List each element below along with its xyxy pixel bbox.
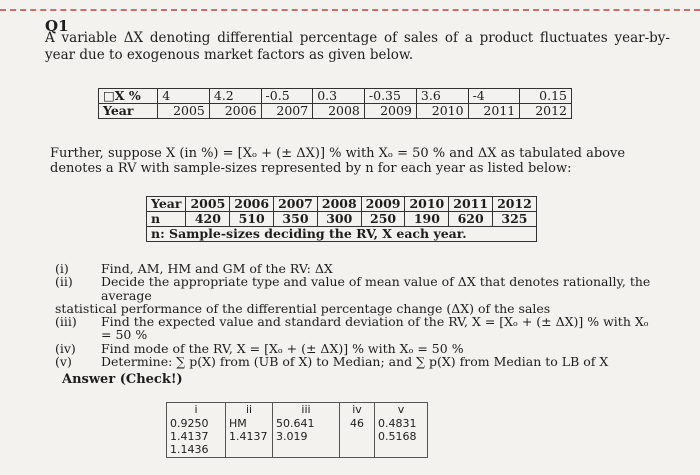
question-intro: A variable ΔX denoting differential percentage of sales of a product fluctuates year-by-year due to exogenous market factors as given below. [45,30,670,63]
answer-title: Answer (Check!) [62,372,183,387]
sample-n-cell: 300 [317,212,361,227]
item-text: Find, AM, HM and GM of the RV: ΔX [101,261,333,276]
delta-x-cell: -0.35 [364,89,416,104]
delta-x-cell: 4 [158,89,210,104]
sample-year-cell: 2007 [274,197,318,212]
answer-header-cell: iv [340,403,375,417]
sample-caption: n: Sample-sizes deciding the RV, X each year. [147,227,537,242]
item-numeral: (ii) [55,274,73,290]
sample-year-cell: 2005 [186,197,230,212]
delta-x-row [99,89,572,104]
year-row [99,104,572,119]
sample-year-cell: 2009 [361,197,405,212]
year-cell: 2005 [158,104,210,119]
delta-x-cell: 0.15 [520,89,572,104]
top-dashed-rule [0,9,700,11]
year-cell: 2008 [313,104,365,119]
delta-x-row-label: □X % [99,89,158,104]
answer-col-iii [273,416,340,458]
answer-value: 0.4831 [378,417,417,430]
answer-value: 1.4137 [170,430,209,443]
sample-n-cell: 190 [405,212,449,227]
sample-n-cell: 325 [493,212,537,227]
year-cell: 2009 [364,104,416,119]
sample-n-cell: 250 [361,212,405,227]
sample-size-table [146,196,537,242]
item-text: Decide the appropriate type and value of mean value of ΔX that denotes rationally, the average [101,274,651,303]
answer-header-cell: iii [273,403,340,417]
answer-value: 3.019 [276,430,308,443]
sample-year-cell: 2008 [317,197,361,212]
item-numeral: (iv) [55,340,76,356]
answer-header-row [167,403,428,417]
delta-x-cell: 3.6 [416,89,468,104]
answer-col-i [167,416,226,458]
answer-col-v [375,416,428,458]
answer-values-row [167,416,428,458]
answer-col-iv [340,416,375,458]
sample-n-cell: 350 [274,212,318,227]
sample-year-cell: 2012 [493,197,537,212]
item-continuation: statistical performance of the differential percentage change (ΔX) of the sales [55,300,551,316]
year-cell: 2006 [209,104,261,119]
sample-year-cell: 2010 [405,197,449,212]
answer-table [166,402,428,458]
answer-value: 1.4137 [229,430,268,443]
further-text: Further, suppose X (in %) = [Xₒ + (± ΔX)] % with Xₒ = 50 % and ΔX as tabulated above denotes a RV with sample-sizes represented by n for each year as listed below: [50,146,626,176]
answer-value: 0.5168 [378,430,417,443]
sample-caption-row [147,227,537,242]
year-cell: 2007 [261,104,313,119]
question-item [55,262,655,275]
item-text: Determine: ∑ p(X) from (UB of X) to Median; and ∑ p(X) from Median to LB of X [101,354,609,370]
year-cell: 2010 [416,104,468,119]
answer-value: 50.641 [276,417,315,430]
answer-header-cell: ii [226,403,273,417]
item-text: Find the expected value and standard deviation of the RV, X = [Xₒ + (± ΔX)] % with Xₒ = 50 % [101,314,649,343]
sample-year-cell: 2011 [449,197,493,212]
answer-header-cell: i [167,403,226,417]
sample-n-cell: 420 [186,212,230,227]
year-row-label: Year [99,104,158,119]
question-items [55,262,655,368]
question-title: Q1 [45,17,69,35]
item-text: Find mode of the RV, X = [Xₒ + (± ΔX)] % with Xₒ = 50 % [101,340,464,356]
year-cell: 2012 [520,104,572,119]
answer-header-cell: v [375,403,428,417]
item-numeral: (iii) [55,314,77,330]
sample-year-cell: 2006 [230,197,274,212]
sample-n-label: n [147,212,186,227]
answer-value: 0.9250 [170,417,209,430]
delta-x-cell: 0.3 [313,89,365,104]
delta-x-cell: 4.2 [209,89,261,104]
answer-value: 46 [350,417,364,430]
sample-n-cell: 620 [449,212,493,227]
year-cell: 2011 [468,104,520,119]
question-item [55,315,655,342]
item-numeral: (v) [55,354,72,370]
question-item [55,342,655,355]
delta-x-cell: -0.5 [261,89,313,104]
answer-value: HM [229,417,247,430]
question-item [55,355,655,368]
sample-year-label: Year [147,197,186,212]
answer-value: 1.1436 [170,443,209,456]
question-item [55,275,655,302]
sample-n-row [147,212,537,227]
delta-x-cell: -4 [468,89,520,104]
answer-col-ii [226,416,273,458]
sample-year-row [147,197,537,212]
sample-n-cell: 510 [230,212,274,227]
item-numeral: (i) [55,261,69,276]
delta-x-table [98,88,572,119]
